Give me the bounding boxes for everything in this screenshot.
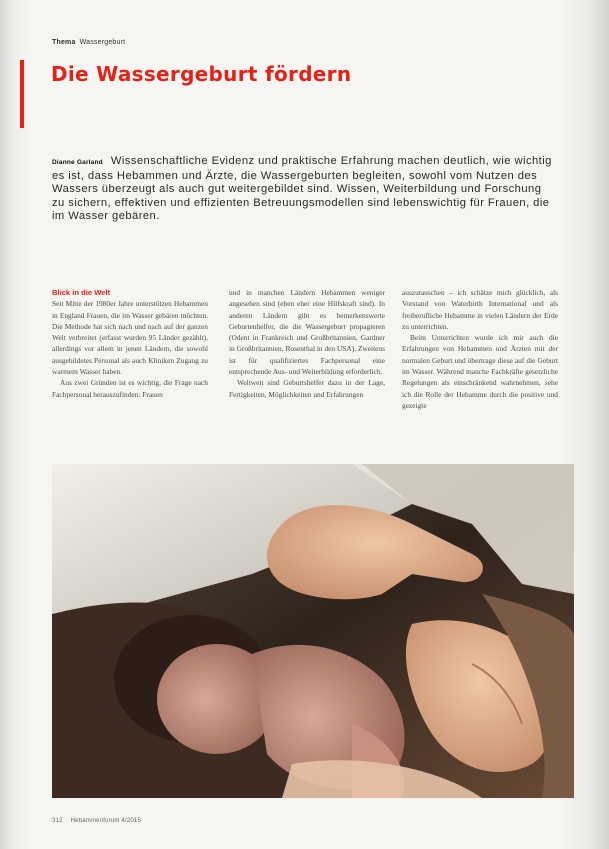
lead-text: Wissenschaftliche Evidenz und praktische Erfahrung machen deutlich, wie wichtig es ist, dass Hebammen und Ärzte, die Wassergeburten begleiten, sowohl vom Nutzen des Wassers überzeugt als auch gut weitergebildet sind. Wissen, Weiterbildung und Forschung zu sichern, effektiven und effizienten Betreuungsmodellen sind lebenswichtig für Frauen, die im Wasser gebären. bbox=[52, 155, 552, 223]
text-column-3 bbox=[402, 287, 558, 411]
newborn-photo bbox=[52, 464, 574, 798]
subheading: Blick in die Welt bbox=[52, 288, 111, 297]
paragraph: Seit Mitte der 1980er Jahre unterstützen Hebammen in England Frauen, die im Wasser gebären möchten. Die Methode hat sich nach und nach auf der ganzen Welt verbreitet (erfasst wurden 95 Länder gezählt), allerdings vor allem in jenen Ländern, die sowohl ausgebildetes Personal als auch Kliniken Zugang zu warmem Wasser haben. bbox=[52, 299, 208, 377]
paragraph: auszutauschen – ich schätze mich glücklich, als Vorstand von Waterbirth International und als freiberufliche Hebamme in vielen Ländern der Erde zu unterrichten. bbox=[402, 288, 558, 331]
paragraph: Aus zwei Gründen ist es wichtig, die Frage nach Fachpersonal herauszufinden: Frauen bbox=[52, 378, 208, 399]
section-label bbox=[52, 39, 125, 46]
photo-illustration bbox=[52, 464, 574, 798]
paragraph: Weltweit sind Geburtshelfer dazu in der Lage, Fertigkeiten, Möglichkeiten und Erfahrungen bbox=[229, 378, 385, 399]
paragraph: und in manchen Ländern Hebammen weniger angesehen sind (eben eher eine Hilfskraft sind). In anderen Ländern gibt es bemerkenswerte Geburtenhelfer, die die Wassergeburt propagieren (Odent in Frankreich und Großbritannien, Gardner in Großbritannien, Rosenthal in den USA). Zweitens ist für qualifiziertes Fachpersonal eine entsprechende Aus- und Weiterbildung erforderlich. bbox=[229, 288, 385, 377]
text-column-2 bbox=[229, 287, 385, 400]
author-name: Dianne Garland bbox=[52, 159, 103, 166]
journal-name: Hebammenforum 4/2015 bbox=[70, 818, 141, 824]
accent-bar bbox=[20, 60, 24, 128]
section-kind: Thema bbox=[52, 39, 76, 46]
text-column-1 bbox=[52, 287, 208, 400]
paragraph: Beim Unterrichten wurde ich mir auch die Erfahrungen von Hebammen und Ärzten mit der normalen Geburt und übertrage diese auf die Geburt im Wasser. Während manche Fachkräfte gesetzliche Regelungen als einschränkend wahrnehmen, sehe ich die Rolle der Hebamme durch die positive und gezeigte bbox=[402, 333, 558, 410]
lead-paragraph bbox=[52, 155, 552, 224]
page-footer bbox=[52, 818, 141, 824]
section-topic: Wassergeburt bbox=[79, 39, 126, 46]
page-number: 312 bbox=[52, 818, 63, 824]
article-title: Die Wassergeburt fördern bbox=[51, 62, 352, 86]
